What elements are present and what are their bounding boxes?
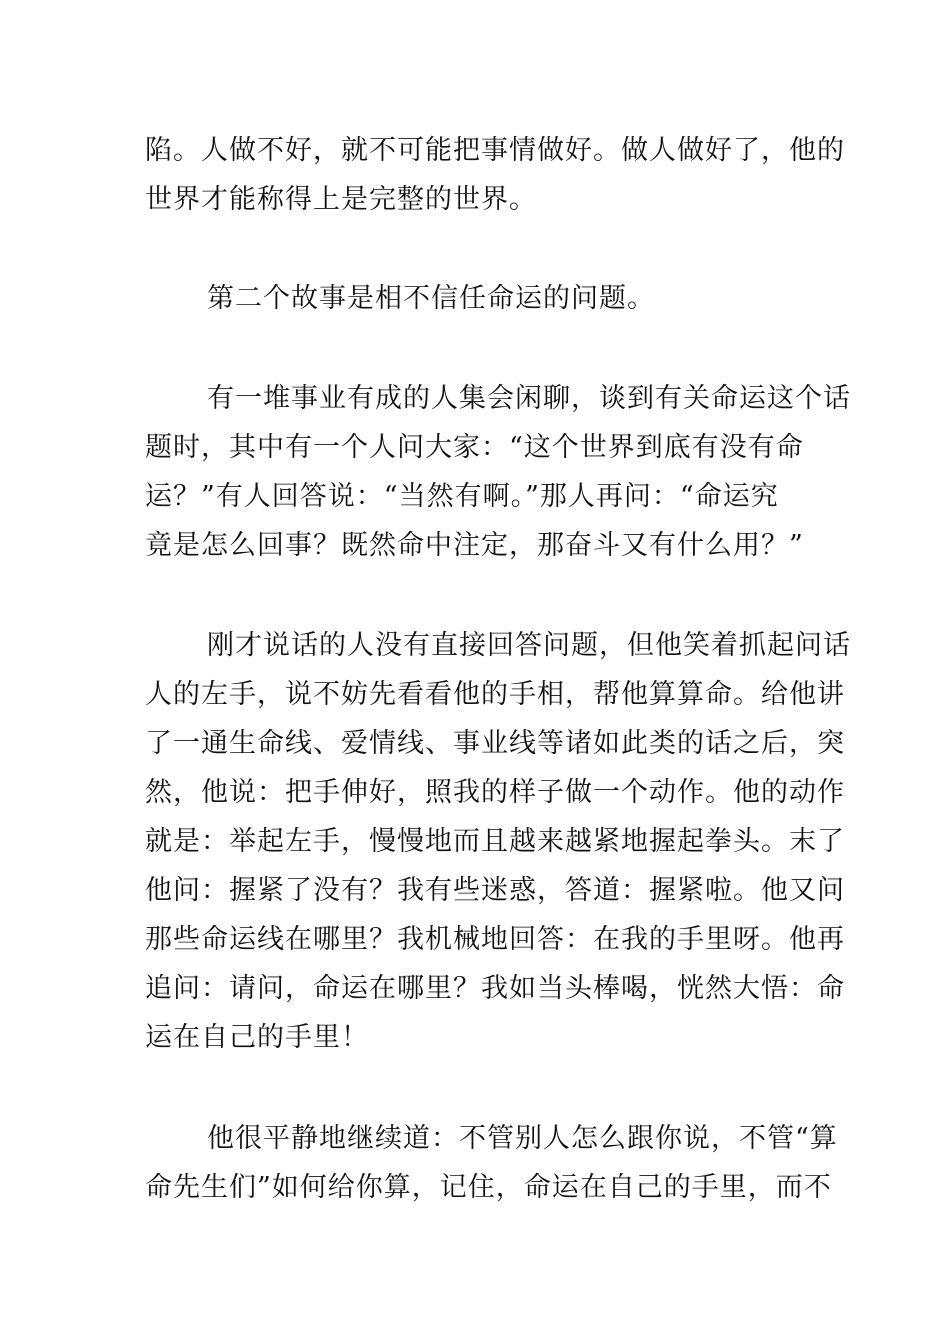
paragraph-line: 第二个故事是相不信任命运的问题。 [207,283,655,314]
paragraph-line: 了一通生命线、爱情线、事业线等诸如此类的话之后，突 [145,728,845,759]
paragraph-line: 他问：握紧了没有？我有些迷惑，答道：握紧啦。他又问 [145,875,845,906]
paragraph-line: 他很平静地继续道：不管别人怎么跟你说，不管“算 [207,1123,838,1154]
paragraph-palm-reading [145,621,851,1062]
paragraph-second-story [145,274,807,323]
paragraph-continued-speech [145,1114,838,1212]
paragraph-gathering [145,374,851,570]
paragraph-line: 就是：举起左手，慢慢地而且越来越紧地握起拳头。末了 [145,826,845,857]
paragraph-line: 有一堆事业有成的人集会闲聊，谈到有关命运这个话 [207,383,851,414]
paragraph-line: 运在自己的手里！ [145,1022,369,1053]
paragraph-line: 命先生们”如何给你算，记住，命运在自己的手里，而不 [145,1172,832,1203]
paragraph-line: 人的左手，说不妨先看看他的手相，帮他算算命。给他讲 [145,679,845,710]
paragraph-line: 那些命运线在哪里？我机械地回答：在我的手里呀。他再 [145,924,845,955]
paragraph-line: 题时，其中有一个人问大家：“这个世界到底有没有命 [145,432,804,463]
paragraph-line: 世界才能称得上是完整的世界。 [145,184,537,215]
paragraph-continuation [145,126,845,224]
paragraph-line: 然，他说：把手伸好，照我的样子做一个动作。他的动作 [145,777,845,808]
paragraph-line: 刚才说话的人没有直接回答问题，但他笑着抓起问话 [207,630,851,661]
paragraph-line: 陷。人做不好，就不可能把事情做好。做人做好了，他的 [145,135,845,166]
paragraph-line: 竟是怎么回事？既然命中注定，那奋斗又有什么用？” [145,530,804,561]
paragraph-line: 追问：请问，命运在哪里？我如当头棒喝，恍然大悟：命 [145,973,845,1004]
paragraph-line: 运？”有人回答说：“当然有啊。”那人再问：“命运究 [145,481,779,512]
